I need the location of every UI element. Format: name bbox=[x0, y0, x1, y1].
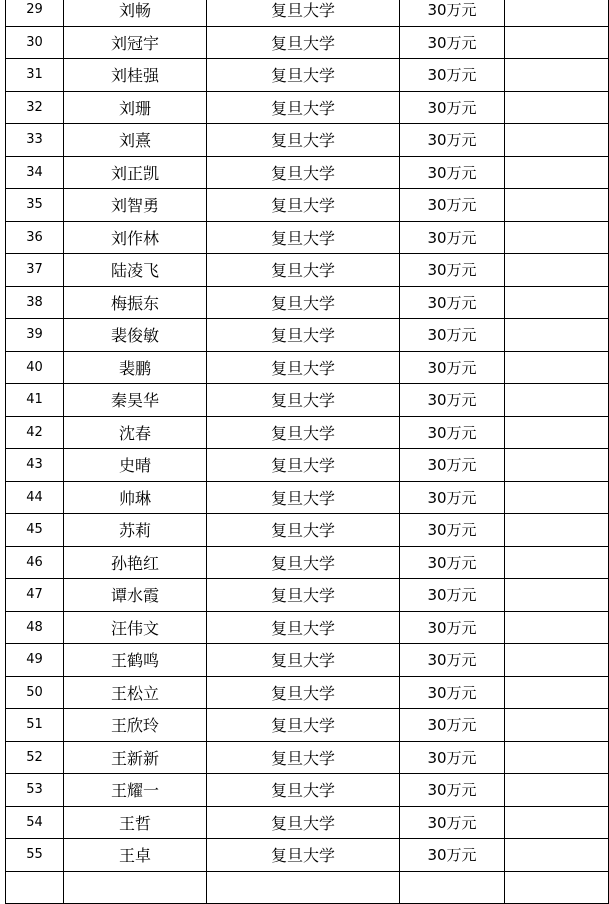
note-cell bbox=[505, 59, 609, 92]
note-cell bbox=[505, 839, 609, 872]
table-row bbox=[6, 416, 609, 449]
table-row bbox=[6, 741, 609, 774]
school-cell: 复旦大学 bbox=[207, 156, 400, 189]
note-cell bbox=[505, 579, 609, 612]
amount-cell: 30万元 bbox=[400, 59, 505, 92]
name-cell: 王鹤鸣 bbox=[64, 644, 207, 677]
name-cell: 刘冠宇 bbox=[64, 26, 207, 59]
school-cell: 复旦大学 bbox=[207, 741, 400, 774]
note-cell bbox=[505, 351, 609, 384]
table-row bbox=[6, 871, 609, 904]
award-list-body bbox=[6, 0, 609, 904]
school-cell: 复旦大学 bbox=[207, 384, 400, 417]
name-cell: 帅琳 bbox=[64, 481, 207, 514]
note-cell bbox=[505, 156, 609, 189]
row-number-cell: 33 bbox=[6, 124, 64, 157]
name-cell: 谭水霞 bbox=[64, 579, 207, 612]
name-cell: 孙艳红 bbox=[64, 546, 207, 579]
row-number-cell bbox=[6, 871, 64, 904]
name-cell: 刘熹 bbox=[64, 124, 207, 157]
amount-cell: 30万元 bbox=[400, 319, 505, 352]
note-cell bbox=[505, 124, 609, 157]
row-number-cell: 40 bbox=[6, 351, 64, 384]
row-number-cell: 43 bbox=[6, 449, 64, 482]
note-cell bbox=[505, 806, 609, 839]
name-cell: 刘正凯 bbox=[64, 156, 207, 189]
amount-cell: 30万元 bbox=[400, 839, 505, 872]
name-cell: 王耀一 bbox=[64, 774, 207, 807]
table-row bbox=[6, 546, 609, 579]
amount-cell: 30万元 bbox=[400, 546, 505, 579]
row-number-cell: 44 bbox=[6, 481, 64, 514]
school-cell: 复旦大学 bbox=[207, 286, 400, 319]
table-row bbox=[6, 481, 609, 514]
amount-cell: 30万元 bbox=[400, 91, 505, 124]
table-row bbox=[6, 59, 609, 92]
row-number-cell: 52 bbox=[6, 741, 64, 774]
school-cell: 复旦大学 bbox=[207, 514, 400, 547]
name-cell: 裴鹏 bbox=[64, 351, 207, 384]
row-number-cell: 55 bbox=[6, 839, 64, 872]
note-cell bbox=[505, 319, 609, 352]
note-cell bbox=[505, 611, 609, 644]
row-number-cell: 46 bbox=[6, 546, 64, 579]
school-cell: 复旦大学 bbox=[207, 26, 400, 59]
amount-cell: 30万元 bbox=[400, 124, 505, 157]
name-cell: 陆凌飞 bbox=[64, 254, 207, 287]
name-cell: 王卓 bbox=[64, 839, 207, 872]
school-cell: 复旦大学 bbox=[207, 481, 400, 514]
row-number-cell: 29 bbox=[6, 0, 64, 26]
table-row bbox=[6, 806, 609, 839]
amount-cell: 30万元 bbox=[400, 741, 505, 774]
note-cell bbox=[505, 709, 609, 742]
name-cell: 王哲 bbox=[64, 806, 207, 839]
note-cell bbox=[505, 91, 609, 124]
name-cell: 王新新 bbox=[64, 741, 207, 774]
table-row bbox=[6, 579, 609, 612]
award-list-table bbox=[5, 0, 609, 904]
amount-cell: 30万元 bbox=[400, 709, 505, 742]
school-cell: 复旦大学 bbox=[207, 416, 400, 449]
name-cell: 刘智勇 bbox=[64, 189, 207, 222]
row-number-cell: 34 bbox=[6, 156, 64, 189]
name-cell: 刘珊 bbox=[64, 91, 207, 124]
school-cell: 复旦大学 bbox=[207, 611, 400, 644]
note-cell bbox=[505, 416, 609, 449]
row-number-cell: 51 bbox=[6, 709, 64, 742]
row-number-cell: 30 bbox=[6, 26, 64, 59]
amount-cell: 30万元 bbox=[400, 611, 505, 644]
table-row bbox=[6, 351, 609, 384]
note-cell bbox=[505, 644, 609, 677]
name-cell: 沈春 bbox=[64, 416, 207, 449]
row-number-cell: 42 bbox=[6, 416, 64, 449]
row-number-cell: 35 bbox=[6, 189, 64, 222]
name-cell: 苏莉 bbox=[64, 514, 207, 547]
row-number-cell: 54 bbox=[6, 806, 64, 839]
school-cell: 复旦大学 bbox=[207, 644, 400, 677]
amount-cell: 30万元 bbox=[400, 384, 505, 417]
table-row bbox=[6, 286, 609, 319]
table-row bbox=[6, 319, 609, 352]
amount-cell: 30万元 bbox=[400, 416, 505, 449]
row-number-cell: 31 bbox=[6, 59, 64, 92]
table-row bbox=[6, 611, 609, 644]
school-cell: 复旦大学 bbox=[207, 59, 400, 92]
note-cell bbox=[505, 546, 609, 579]
amount-cell: 30万元 bbox=[400, 221, 505, 254]
name-cell: 刘桂强 bbox=[64, 59, 207, 92]
table-row bbox=[6, 124, 609, 157]
table-row bbox=[6, 709, 609, 742]
note-cell bbox=[505, 449, 609, 482]
school-cell: 复旦大学 bbox=[207, 189, 400, 222]
amount-cell bbox=[400, 871, 505, 904]
row-number-cell: 53 bbox=[6, 774, 64, 807]
amount-cell: 30万元 bbox=[400, 156, 505, 189]
amount-cell: 30万元 bbox=[400, 774, 505, 807]
note-cell bbox=[505, 384, 609, 417]
name-cell: 王松立 bbox=[64, 676, 207, 709]
table-row bbox=[6, 156, 609, 189]
amount-cell: 30万元 bbox=[400, 351, 505, 384]
note-cell bbox=[505, 254, 609, 287]
school-cell: 复旦大学 bbox=[207, 806, 400, 839]
note-cell bbox=[505, 221, 609, 254]
school-cell: 复旦大学 bbox=[207, 676, 400, 709]
table-row bbox=[6, 514, 609, 547]
row-number-cell: 41 bbox=[6, 384, 64, 417]
note-cell bbox=[505, 741, 609, 774]
note-cell bbox=[505, 871, 609, 904]
table-row bbox=[6, 189, 609, 222]
name-cell: 刘畅 bbox=[64, 0, 207, 26]
name-cell bbox=[64, 871, 207, 904]
row-number-cell: 39 bbox=[6, 319, 64, 352]
row-number-cell: 50 bbox=[6, 676, 64, 709]
name-cell: 汪伟文 bbox=[64, 611, 207, 644]
row-number-cell: 36 bbox=[6, 221, 64, 254]
note-cell bbox=[505, 676, 609, 709]
note-cell bbox=[505, 286, 609, 319]
amount-cell: 30万元 bbox=[400, 676, 505, 709]
name-cell: 秦昊华 bbox=[64, 384, 207, 417]
table-row bbox=[6, 26, 609, 59]
note-cell bbox=[505, 514, 609, 547]
school-cell: 复旦大学 bbox=[207, 124, 400, 157]
row-number-cell: 47 bbox=[6, 579, 64, 612]
school-cell: 复旦大学 bbox=[207, 319, 400, 352]
name-cell: 梅振东 bbox=[64, 286, 207, 319]
amount-cell: 30万元 bbox=[400, 286, 505, 319]
amount-cell: 30万元 bbox=[400, 579, 505, 612]
amount-cell: 30万元 bbox=[400, 254, 505, 287]
table-row bbox=[6, 449, 609, 482]
row-number-cell: 32 bbox=[6, 91, 64, 124]
school-cell bbox=[207, 871, 400, 904]
name-cell: 刘作林 bbox=[64, 221, 207, 254]
amount-cell: 30万元 bbox=[400, 644, 505, 677]
row-number-cell: 48 bbox=[6, 611, 64, 644]
name-cell: 裴俊敏 bbox=[64, 319, 207, 352]
school-cell: 复旦大学 bbox=[207, 91, 400, 124]
table-row bbox=[6, 644, 609, 677]
note-cell bbox=[505, 0, 609, 26]
table-row bbox=[6, 221, 609, 254]
note-cell bbox=[505, 774, 609, 807]
school-cell: 复旦大学 bbox=[207, 546, 400, 579]
row-number-cell: 37 bbox=[6, 254, 64, 287]
table-row bbox=[6, 91, 609, 124]
school-cell: 复旦大学 bbox=[207, 839, 400, 872]
school-cell: 复旦大学 bbox=[207, 254, 400, 287]
amount-cell: 30万元 bbox=[400, 514, 505, 547]
table-row bbox=[6, 254, 609, 287]
amount-cell: 30万元 bbox=[400, 806, 505, 839]
amount-cell: 30万元 bbox=[400, 189, 505, 222]
school-cell: 复旦大学 bbox=[207, 0, 400, 26]
school-cell: 复旦大学 bbox=[207, 449, 400, 482]
note-cell bbox=[505, 481, 609, 514]
table-row bbox=[6, 384, 609, 417]
school-cell: 复旦大学 bbox=[207, 221, 400, 254]
amount-cell: 30万元 bbox=[400, 449, 505, 482]
row-number-cell: 38 bbox=[6, 286, 64, 319]
school-cell: 复旦大学 bbox=[207, 709, 400, 742]
school-cell: 复旦大学 bbox=[207, 579, 400, 612]
table-row bbox=[6, 0, 609, 26]
note-cell bbox=[505, 189, 609, 222]
note-cell bbox=[505, 26, 609, 59]
amount-cell: 30万元 bbox=[400, 0, 505, 26]
table-row bbox=[6, 774, 609, 807]
name-cell: 史晴 bbox=[64, 449, 207, 482]
school-cell: 复旦大学 bbox=[207, 351, 400, 384]
amount-cell: 30万元 bbox=[400, 481, 505, 514]
table-row bbox=[6, 676, 609, 709]
row-number-cell: 49 bbox=[6, 644, 64, 677]
school-cell: 复旦大学 bbox=[207, 774, 400, 807]
amount-cell: 30万元 bbox=[400, 26, 505, 59]
row-number-cell: 45 bbox=[6, 514, 64, 547]
table-row bbox=[6, 839, 609, 872]
name-cell: 王欣玲 bbox=[64, 709, 207, 742]
